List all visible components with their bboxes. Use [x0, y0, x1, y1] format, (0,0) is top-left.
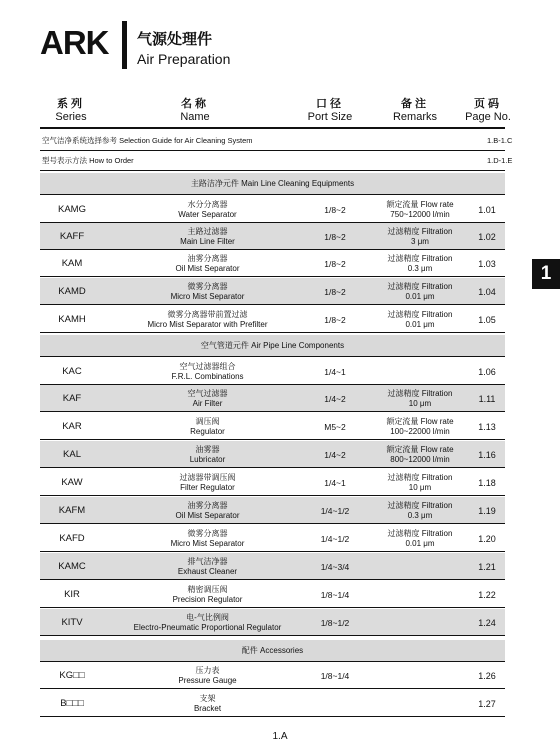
- port-size-text: 1/8~2: [324, 231, 346, 242]
- product-name-cn: 主路过滤器: [187, 226, 228, 236]
- remarks-line-2: 10 μm: [408, 482, 432, 492]
- series-code-text: KAMC: [58, 560, 86, 572]
- product-name-en: Precision Regulator: [172, 594, 243, 604]
- port-size-text: 1/8~1/4: [320, 589, 350, 600]
- port-size-text: 1/8~2: [324, 258, 346, 269]
- chapter-tab: 1: [532, 259, 560, 289]
- product-name-en: Main Line Filter: [180, 236, 235, 246]
- page-no: [465, 553, 509, 580]
- product-name-cn: 空气过滤器: [187, 388, 228, 398]
- page-number: 1.A: [272, 731, 288, 742]
- table-row: [40, 441, 505, 468]
- series-code: [40, 497, 104, 524]
- remarks-line-2: 0.01 μm: [405, 319, 435, 329]
- series-code: [40, 413, 104, 440]
- series-code-text: KIR: [64, 588, 80, 600]
- remarks: [365, 441, 475, 468]
- series-code-text: KAR: [62, 420, 82, 432]
- remarks: [365, 385, 475, 412]
- page-no-text: 1.11: [478, 393, 496, 404]
- product-name: [120, 223, 295, 250]
- table-row: [40, 497, 505, 524]
- remarks-line-1: 过滤精度 Filtration: [387, 528, 453, 538]
- product-name-en: Exhaust Cleaner: [177, 566, 238, 576]
- section-header-accessories: 配件 Accessories: [40, 640, 505, 662]
- product-name-cn: 微雾分离器: [187, 528, 228, 538]
- page-no-text: 1.16: [478, 449, 496, 460]
- page-no-text: 1.26: [478, 670, 496, 681]
- remarks: [365, 553, 475, 580]
- page-no-text: 1.24: [478, 617, 496, 628]
- page-no-text: 1.03: [478, 258, 496, 269]
- remarks: [365, 250, 475, 277]
- product-name-cn: 电-气比例阀: [186, 612, 229, 622]
- page-no-text: 1.20: [478, 533, 496, 544]
- series-code-text: KAM: [61, 257, 83, 269]
- port-size-text: M5~2: [324, 421, 346, 432]
- series-code: [40, 469, 104, 496]
- product-name-cn: 油雾分离器: [187, 500, 228, 510]
- table-row: [40, 385, 505, 412]
- series-code: [40, 609, 104, 636]
- guide-page: 1.B-1.C: [487, 136, 513, 145]
- remarks-line-2: 0.3 μm: [407, 263, 433, 273]
- series-code: [40, 223, 104, 250]
- series-code-text: KAFM: [58, 504, 86, 516]
- table-row: [40, 690, 505, 717]
- port-size-text: 1/4~3/4: [320, 561, 350, 572]
- page-no-text: 1.04: [478, 286, 496, 297]
- remarks: [365, 609, 475, 636]
- port-size-text: 1/4~1/2: [320, 505, 350, 516]
- remarks: [365, 581, 475, 608]
- port-size: [295, 497, 375, 524]
- product-name: [120, 525, 295, 552]
- table-row: [40, 469, 505, 496]
- port-size-text: 1/4~2: [324, 449, 346, 460]
- page-no-text: 1.18: [478, 477, 496, 488]
- port-size-text: 1/8~1/2: [320, 617, 350, 628]
- series-code-text: KAFD: [59, 532, 85, 544]
- table-row: [40, 358, 505, 385]
- column-header-page-no: 页码 Page No.: [465, 98, 511, 123]
- guide-row: [40, 131, 513, 151]
- remarks-line-1: 过滤精度 Filtration: [387, 309, 453, 319]
- column-header-name: 名称 Name: [180, 98, 210, 123]
- page-no-text: 1.05: [478, 314, 496, 325]
- guide-label: 空气洁净系统选择参考 Selection Guide for Air Cleaning System: [42, 136, 253, 145]
- remarks: [365, 497, 475, 524]
- port-size-text: 1/4~1/2: [320, 533, 350, 544]
- remarks-line-1: 过滤精度 Filtration: [387, 253, 453, 263]
- table-row: [40, 662, 505, 689]
- remarks-line-1: 额定流量 Flow rate: [386, 416, 454, 426]
- port-size: [295, 223, 375, 250]
- remarks-line-2: 750~12000 l/min: [390, 209, 450, 219]
- series-code: [40, 278, 104, 305]
- remarks: [365, 358, 475, 385]
- port-size: [295, 250, 375, 277]
- remarks: [365, 306, 475, 333]
- product-name-en: Water Separator: [178, 209, 237, 219]
- remarks: [365, 223, 475, 250]
- product-name-en: F.R.L. Combinations: [171, 371, 244, 381]
- product-name-en: Micro Mist Separator: [170, 291, 245, 301]
- product-name-en: Oil Mist Separator: [175, 510, 240, 520]
- table-row: [40, 250, 505, 277]
- guide-row: [40, 151, 513, 171]
- series-code: [40, 662, 104, 689]
- remarks-line-1: 过滤精度 Filtration: [387, 388, 453, 398]
- product-name-cn: 油雾器: [195, 444, 220, 454]
- remarks-line-2: 0.3 μm: [407, 510, 433, 520]
- product-name: [120, 662, 295, 689]
- series-code: [40, 196, 104, 223]
- remarks: [365, 690, 475, 717]
- port-size: [295, 385, 375, 412]
- page-no-text: 1.19: [478, 505, 496, 516]
- series-code: [40, 525, 104, 552]
- port-size: [295, 278, 375, 305]
- port-size: [295, 609, 375, 636]
- header-rule: [40, 127, 505, 129]
- port-size-text: 1/8~1/4: [320, 670, 350, 681]
- table-row: [40, 413, 505, 440]
- page-no: [465, 250, 509, 277]
- product-name: [120, 690, 295, 717]
- product-name-cn: 水分分离器: [187, 199, 228, 209]
- product-name: [120, 497, 295, 524]
- table-row: [40, 278, 505, 305]
- port-size-text: 1/4~2: [324, 393, 346, 404]
- remarks-line-1: 额定流量 Flow rate: [386, 199, 454, 209]
- remarks-line-1: 额定流量 Flow rate: [386, 444, 454, 454]
- product-name-en: Filter Regulator: [180, 482, 235, 492]
- product-name: [120, 581, 295, 608]
- series-code-text: KAMG: [58, 203, 86, 215]
- product-name-en: Air Filter: [192, 398, 223, 408]
- remarks: [365, 662, 475, 689]
- page-no-text: 1.13: [478, 421, 496, 432]
- table-row: [40, 609, 505, 636]
- series-code-text: KAMD: [58, 285, 86, 297]
- page-no: [465, 497, 509, 524]
- product-name: [120, 553, 295, 580]
- page-no: [465, 385, 509, 412]
- product-name-cn: 支架: [199, 693, 216, 703]
- brand-logo: ARK: [40, 24, 109, 61]
- product-name: [120, 196, 295, 223]
- remarks-line-2: 0.01 μm: [405, 538, 435, 548]
- page-no-text: 1.22: [478, 589, 496, 600]
- series-code-text: KITV: [61, 616, 83, 628]
- product-name-en: Pressure Gauge: [178, 675, 237, 685]
- table-row: [40, 553, 505, 580]
- table-row: [40, 525, 505, 552]
- page-no: [465, 306, 509, 333]
- page-no: [465, 358, 509, 385]
- guide-page: 1.D-1.E: [487, 156, 513, 165]
- remarks-line-2: 3 μm: [411, 236, 429, 246]
- product-name-cn: 微雾分离器: [187, 281, 228, 291]
- guide-label: 型号表示方法 How to Order: [42, 156, 134, 165]
- series-code: [40, 250, 104, 277]
- remarks-line-1: 过滤精度 Filtration: [387, 472, 453, 482]
- page-no: [465, 196, 509, 223]
- page-no-text: 1.02: [478, 231, 496, 242]
- remarks-line-1: 过滤精度 Filtration: [387, 500, 453, 510]
- page-no: [465, 690, 509, 717]
- table-row: [40, 223, 505, 250]
- page-no-text: 1.21: [478, 561, 496, 572]
- product-name: [120, 385, 295, 412]
- series-code: [40, 306, 104, 333]
- product-name-en: Regulator: [190, 426, 225, 436]
- product-name-cn: 过滤器带调压阀: [179, 472, 236, 482]
- remarks: [365, 469, 475, 496]
- series-code: [40, 581, 104, 608]
- remarks-line-2: 10 μm: [408, 398, 432, 408]
- product-name-en: Micro Mist Separator with Prefilter: [147, 319, 268, 329]
- page-no: [465, 413, 509, 440]
- column-header-remarks: 备注 Remarks: [392, 98, 437, 123]
- product-name: [120, 250, 295, 277]
- product-name: [120, 306, 295, 333]
- series-code: [40, 358, 104, 385]
- remarks: [365, 196, 475, 223]
- series-code-text: B□□□: [60, 697, 84, 709]
- page-no: [465, 223, 509, 250]
- remarks-line-1: 过滤精度 Filtration: [387, 226, 453, 236]
- port-size: [295, 413, 375, 440]
- page-no-text: 1.06: [478, 366, 496, 377]
- product-name-cn: 油雾分离器: [187, 253, 228, 263]
- port-size: [295, 441, 375, 468]
- remarks-line-2: 100~22000 l/min: [390, 426, 450, 436]
- product-name: [120, 441, 295, 468]
- port-size-text: 1/4~1: [324, 366, 346, 377]
- port-size: [295, 306, 375, 333]
- product-name: [120, 469, 295, 496]
- product-name-en: Oil Mist Separator: [175, 263, 240, 273]
- product-name: [120, 358, 295, 385]
- series-code-text: KAMH: [58, 313, 86, 325]
- series-code-text: KAW: [61, 476, 83, 488]
- page-no: [465, 662, 509, 689]
- product-name-en: Lubricator: [189, 454, 226, 464]
- port-size-text: 1/4~1: [324, 477, 346, 488]
- port-size: [295, 525, 375, 552]
- product-name-en: Bracket: [193, 703, 222, 713]
- product-name-cn: 空气过滤器组合: [179, 361, 236, 371]
- series-code-text: KG□□: [59, 669, 85, 681]
- page-no-text: 1.01: [478, 204, 496, 215]
- product-name-en: Electro-Pneumatic Proportional Regulator: [133, 622, 282, 632]
- port-size: [295, 581, 375, 608]
- port-size-text: 1/8~2: [324, 204, 346, 215]
- port-size: [295, 469, 375, 496]
- page-no: [465, 469, 509, 496]
- series-code-text: KAL: [63, 448, 81, 460]
- product-name-cn: 调压阀: [195, 416, 220, 426]
- table-row: [40, 581, 505, 608]
- port-size: [295, 690, 375, 717]
- port-size: [295, 553, 375, 580]
- product-name: [120, 609, 295, 636]
- page-no: [465, 525, 509, 552]
- page-no: [465, 441, 509, 468]
- product-name-en: Micro Mist Separator: [170, 538, 245, 548]
- series-code-text: KAC: [62, 365, 82, 377]
- section-header-pipe-line: 空气管道元件 Air Pipe Line Components: [40, 335, 505, 357]
- remarks-line-2: 0.01 μm: [405, 291, 435, 301]
- remarks-line-2: 800~12000 l/min: [390, 454, 450, 464]
- series-code: [40, 553, 104, 580]
- product-name-cn: 压力表: [195, 665, 220, 675]
- series-code: [40, 385, 104, 412]
- series-code: [40, 441, 104, 468]
- page-no-text: 1.27: [478, 698, 496, 709]
- table-row: [40, 306, 505, 333]
- table-row: [40, 196, 505, 223]
- port-size-text: 1/8~2: [324, 314, 346, 325]
- column-header-series: 系列 Series: [55, 98, 87, 123]
- page-title-en: Air Preparation: [137, 51, 231, 67]
- series-code-text: KAF: [62, 392, 82, 404]
- port-size: [295, 196, 375, 223]
- product-name-cn: 微雾分离器带前置过滤: [167, 309, 248, 319]
- page-no: [465, 278, 509, 305]
- product-name: [120, 278, 295, 305]
- series-code: [40, 690, 104, 717]
- product-name: [120, 413, 295, 440]
- port-size: [295, 358, 375, 385]
- remarks: [365, 525, 475, 552]
- logo-divider: [122, 21, 127, 69]
- product-name-cn: 精密调压阀: [187, 584, 228, 594]
- page-no: [465, 581, 509, 608]
- product-name-cn: 排气洁净器: [187, 556, 228, 566]
- page-no: [465, 609, 509, 636]
- section-header-main-line: 主路洁净元件 Main Line Cleaning Equipments: [40, 173, 505, 195]
- series-code-text: KAFF: [59, 230, 85, 242]
- remarks: [365, 413, 475, 440]
- column-header-port-size: 口径 Port Size: [307, 98, 353, 123]
- port-size-text: 1/8~2: [324, 286, 346, 297]
- remarks: [365, 278, 475, 305]
- page-title-cn: 气源处理件: [137, 31, 213, 48]
- remarks-line-1: 过滤精度 Filtration: [387, 281, 453, 291]
- port-size: [295, 662, 375, 689]
